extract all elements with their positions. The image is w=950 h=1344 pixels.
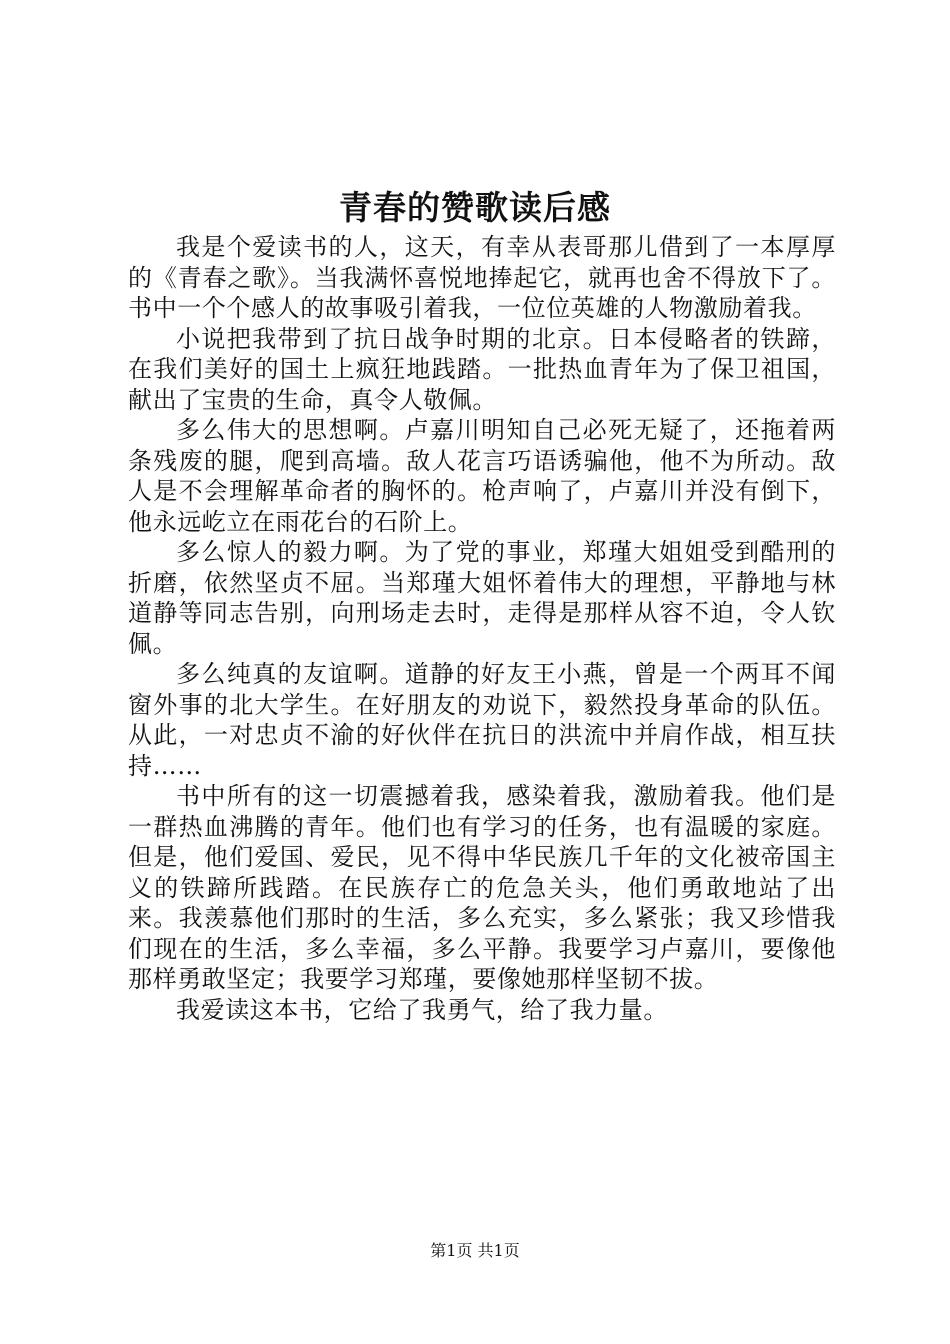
- paragraph-6: 书中所有的这一切震撼着我，感染着我，激励着我。他们是一群热血沸腾的青年。他们也有学习的任务，也有温暖的家庭。但是，他们爱国、爱民，见不得中华民族几千年的文化被帝国主义的铁蹄所践踏。在民族存亡的危急关头，他们勇敢地站了出来。我羡慕他们那时的生活，多么充实，多么紧张；我又珍惜我们现在的生活，多么幸福，多么平静。我要学习卢嘉川，要像他那样勇敢坚定；我要学习郑瑾，要像她那样坚韧不拔。: [128, 782, 836, 993]
- paragraph-1: 我是个爱读书的人，这天，有幸从表哥那儿借到了一本厚厚的《青春之歌》。当我满怀喜悦地捧起它，就再也舍不得放下了。书中一个个感人的故事吸引着我，一位位英雄的人物激励着我。: [128, 233, 836, 322]
- paragraph-3: 多么伟大的思想啊。卢嘉川明知自己必死无疑了，还拖着两条残废的腿，爬到高墙。敌人花言巧语诱骗他，他不为所动。敌人是不会理解革命者的胸怀的。枪声响了，卢嘉川并没有倒下，他永远屹立在雨花台的石阶上。: [128, 416, 836, 536]
- paragraph-2: 小说把我带到了抗日战争时期的北京。日本侵略者的铁蹄，在我们美好的国土上疯狂地践踏。一批热血青年为了保卫祖国，献出了宝贵的生命，真令人敬佩。: [128, 324, 836, 414]
- paragraph-7: 我爱读这本书，它给了我勇气，给了我力量。: [176, 995, 668, 1024]
- document-title: 青春的赞歌读后感: [339, 188, 611, 227]
- paragraph-5: 多么纯真的友谊啊。道静的好友王小燕，曾是一个两耳不闻窗外事的北大学生。在好朋友的劝说下，毅然投身革命的队伍。从此，一对忠贞不渝的好伙伴在抗日的洪流中并肩作战，相互扶持……: [128, 660, 836, 780]
- page-footer: 第1页 共1页: [430, 1241, 520, 1260]
- paragraph-4: 多么惊人的毅力啊。为了党的事业，郑瑾大姐姐受到酷刑的折磨，依然坚贞不屈。当郑瑾大姐怀着伟大的理想，平静地与林道静等同志告别，向刑场走去时，走得是那样从容不迫，令人钦佩。: [128, 538, 836, 658]
- document-body: [128, 232, 836, 1025]
